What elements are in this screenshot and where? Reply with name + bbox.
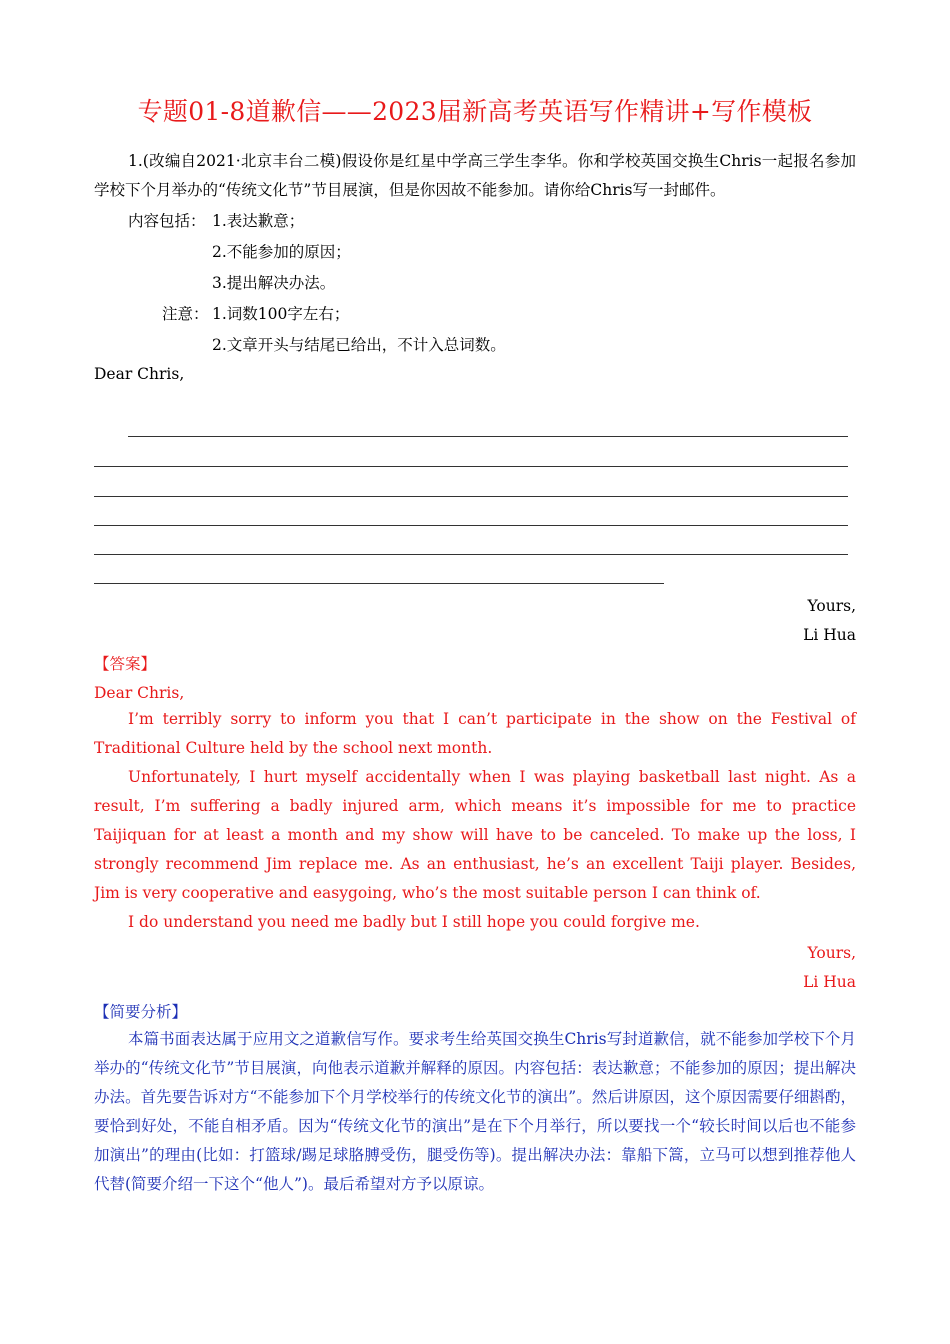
analysis-label: 【简要分析】 [94,1003,188,1021]
note-item: 1.词数100字左右； [212,305,350,323]
content-item: 1.表达歉意； [212,212,305,230]
content-item: 2.不能参加的原因； [212,243,351,261]
note-label: 注意： [162,305,209,323]
answer-label: 【答案】 [94,655,157,673]
content-item: 3.提出解决办法。 [212,274,336,292]
note-item: 2.文章开头与结尾已给出，不计入总词数。 [212,336,506,354]
answer-paragraph: I do understand you need me badly but I still hope you could forgive me. [128,913,700,931]
answer-signature: Li Hua [803,973,856,991]
analysis-text: 本篇书面表达属于应用文之道歉信写作。要求考生给英国交换生Chris写封道歉信，就不能参加学校下个月举办的“传统文化节”节目展演，向他表示道歉并解释的原因。内容包括：表达歉意；不能参加的原因；提出解决办法。首先要告诉对方“不能参加下个月学校举行的传统文化节的演出”。然后讲原因，这个原因需要仔细斟酌，要恰到好处，不能自相矛盾。因为“传统文化节的演出”是在下个月举行，所以要找一个“较长时间以后也不能参加演出”的理由(比如：打篮球/踢足球胳膊受伤，腿受伤等)。提出解决办法：靠船下篙，立马可以想到推荐他人代替(简要介绍一下这个“他人”)。最后希望对方予以原谅。 [94,1030,856,1193]
letter-greeting: Dear Chris, [94,365,185,383]
letter-signature: Li Hua [803,626,856,644]
writing-line[interactable] [94,583,664,584]
answer-paragraph: Unfortunately, I hurt myself accidentally when I was playing basketball last night. As a result, I’m suffering a badly injured arm, which means it’s impossible for me to practice Taijiquan for at least a month and my show will have to be canceled. To make up the loss, I strongly recommend Jim replace me. As an enthusiast, he’s an excellent Taiji player. Besides, Jim is very cooperative and easygoing, who’s the most suitable person I can think of. [94,768,856,902]
task-prompt: 1.(改编自2021·北京丰台二模)假设你是红星中学高三学生李华。你和学校英国交换生Chris一起报名参加学校下个月举办的“传统文化节”节目展演，但是你因故不能参加。请你给Chris写一封邮件。 [94,152,856,199]
writing-line[interactable] [94,496,848,497]
content-label: 内容包括： [128,212,206,230]
answer-greeting: Dear Chris, [94,684,185,702]
writing-line[interactable] [94,554,848,555]
answer-paragraph: I’m terribly sorry to inform you that I can’t participate in the show on the Festival of Traditional Culture held by the school next month. [94,710,856,757]
answer-closing: Yours, [807,944,856,962]
letter-closing: Yours, [807,597,856,615]
writing-line[interactable] [94,466,848,467]
writing-line[interactable] [128,436,848,437]
writing-line[interactable] [94,525,848,526]
page-title: 专题01-8道歉信——2023届新高考英语写作精讲+写作模板 [137,97,813,126]
